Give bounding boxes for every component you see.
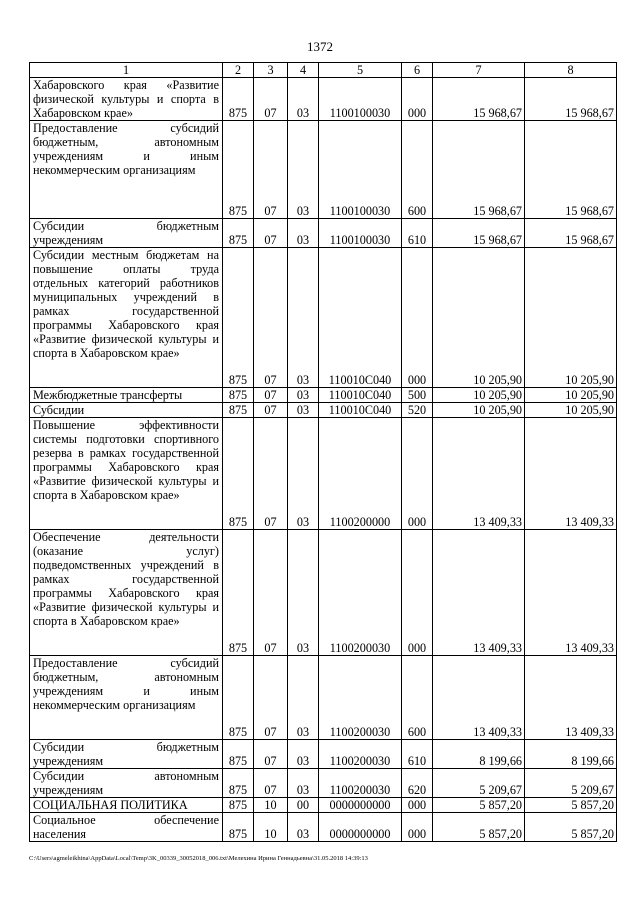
row-sum2-cell: 8 199,66 xyxy=(525,740,617,769)
row-vr-cell: 620 xyxy=(402,769,433,798)
row-name-cell: Повышение эффективности системы подготовки спортивного резерва в рамках государственной программы Хабаровского края «Развитие физической культуры и спорта в Хабаровском крае» xyxy=(30,418,223,530)
row-sum1-cell: 10 205,90 xyxy=(433,388,525,403)
row-sum1-cell: 5 857,20 xyxy=(433,813,525,842)
row-pr-cell: 03 xyxy=(288,219,319,248)
row-pr-cell: 00 xyxy=(288,798,319,813)
row-name-cell: Межбюджетные трансферты xyxy=(30,388,223,403)
row-grbs-cell: 875 xyxy=(223,530,254,656)
header-cell: 4 xyxy=(288,63,319,78)
row-sum1-cell: 15 968,67 xyxy=(433,78,525,121)
row-csr-cell: 1100200030 xyxy=(319,740,402,769)
row-rz-cell: 07 xyxy=(254,769,288,798)
row-csr-cell: 1100100030 xyxy=(319,78,402,121)
row-pr-cell: 03 xyxy=(288,403,319,418)
row-grbs-cell: 875 xyxy=(223,769,254,798)
row-sum2-cell: 13 409,33 xyxy=(525,530,617,656)
row-csr-cell: 1100100030 xyxy=(319,121,402,219)
row-pr-cell: 03 xyxy=(288,418,319,530)
budget-table xyxy=(29,62,617,842)
row-csr-cell: 1100200030 xyxy=(319,656,402,740)
row-csr-cell: 1100100030 xyxy=(319,219,402,248)
table-row xyxy=(30,530,617,656)
row-name-cell: Предоставление субсидий бюджетным, автономным учреждениям и иным некоммерческим организациям xyxy=(30,121,223,219)
row-pr-cell: 03 xyxy=(288,740,319,769)
row-sum1-cell: 13 409,33 xyxy=(433,530,525,656)
row-sum1-cell: 13 409,33 xyxy=(433,656,525,740)
row-csr-cell: 1100200000 xyxy=(319,418,402,530)
header-cell: 2 xyxy=(223,63,254,78)
row-pr-cell: 03 xyxy=(288,769,319,798)
row-rz-cell: 07 xyxy=(254,530,288,656)
row-rz-cell: 07 xyxy=(254,418,288,530)
row-sum2-cell: 15 968,67 xyxy=(525,78,617,121)
table-row xyxy=(30,219,617,248)
row-vr-cell: 000 xyxy=(402,248,433,388)
row-pr-cell: 03 xyxy=(288,656,319,740)
row-vr-cell: 000 xyxy=(402,78,433,121)
row-rz-cell: 07 xyxy=(254,403,288,418)
row-vr-cell: 500 xyxy=(402,388,433,403)
row-name-cell: Обеспечение деятельности (оказание услуг) подведомственных учреждений в рамках государственной программы Хабаровского края «Развитие физической культуры и спорта в Хабаровском крае» xyxy=(30,530,223,656)
row-rz-cell: 07 xyxy=(254,248,288,388)
row-vr-cell: 000 xyxy=(402,530,433,656)
table-row xyxy=(30,388,617,403)
table-row xyxy=(30,248,617,388)
table-header-row xyxy=(30,63,617,78)
row-vr-cell: 600 xyxy=(402,656,433,740)
table-row xyxy=(30,418,617,530)
header-cell: 8 xyxy=(525,63,617,78)
row-grbs-cell: 875 xyxy=(223,813,254,842)
row-pr-cell: 03 xyxy=(288,388,319,403)
row-grbs-cell: 875 xyxy=(223,403,254,418)
row-grbs-cell: 875 xyxy=(223,388,254,403)
table-body xyxy=(30,78,617,842)
row-csr-cell: 110010С040 xyxy=(319,248,402,388)
row-grbs-cell: 875 xyxy=(223,219,254,248)
row-csr-cell: 1100200030 xyxy=(319,530,402,656)
row-rz-cell: 07 xyxy=(254,121,288,219)
row-sum1-cell: 10 205,90 xyxy=(433,248,525,388)
row-grbs-cell: 875 xyxy=(223,656,254,740)
row-vr-cell: 610 xyxy=(402,219,433,248)
table-row xyxy=(30,813,617,842)
table-row xyxy=(30,656,617,740)
row-csr-cell: 1100200030 xyxy=(319,769,402,798)
row-sum2-cell: 15 968,67 xyxy=(525,121,617,219)
row-csr-cell: 0000000000 xyxy=(319,813,402,842)
header-cell: 3 xyxy=(254,63,288,78)
header-cell: 5 xyxy=(319,63,402,78)
row-sum1-cell: 13 409,33 xyxy=(433,418,525,530)
row-name-cell: Субсидии автономным учреждениям xyxy=(30,769,223,798)
row-name-cell: Хабаровского края «Развитие физической культуры и спорта в Хабаровском крае» xyxy=(30,78,223,121)
row-rz-cell: 07 xyxy=(254,740,288,769)
header-cell: 1 xyxy=(30,63,223,78)
row-sum1-cell: 8 199,66 xyxy=(433,740,525,769)
row-sum1-cell: 5 857,20 xyxy=(433,798,525,813)
row-grbs-cell: 875 xyxy=(223,121,254,219)
row-vr-cell: 600 xyxy=(402,121,433,219)
table-row xyxy=(30,769,617,798)
row-pr-cell: 03 xyxy=(288,78,319,121)
header-cell: 6 xyxy=(402,63,433,78)
row-grbs-cell: 875 xyxy=(223,798,254,813)
row-sum2-cell: 5 857,20 xyxy=(525,813,617,842)
row-sum1-cell: 15 968,67 xyxy=(433,121,525,219)
file-path-footer: C:\Users\agmeleikhina\AppData\Local\Temp\3K_00339_30052018_006.txt\Мелехина Ирина Геннадьевна\31.05.2018 14:39:13 xyxy=(29,855,368,862)
row-vr-cell: 000 xyxy=(402,798,433,813)
row-name-cell: Субсидии бюджетным учреждениям xyxy=(30,219,223,248)
row-csr-cell: 110010С040 xyxy=(319,403,402,418)
row-pr-cell: 03 xyxy=(288,530,319,656)
row-sum1-cell: 15 968,67 xyxy=(433,219,525,248)
row-sum1-cell: 10 205,90 xyxy=(433,403,525,418)
row-name-cell: Предоставление субсидий бюджетным, автономным учреждениям и иным некоммерческим организациям xyxy=(30,656,223,740)
table-row xyxy=(30,78,617,121)
row-csr-cell: 110010С040 xyxy=(319,388,402,403)
row-pr-cell: 03 xyxy=(288,121,319,219)
row-rz-cell: 10 xyxy=(254,813,288,842)
row-rz-cell: 10 xyxy=(254,798,288,813)
row-sum2-cell: 10 205,90 xyxy=(525,403,617,418)
row-name-cell: СОЦИАЛЬНАЯ ПОЛИТИКА xyxy=(30,798,223,813)
row-grbs-cell: 875 xyxy=(223,418,254,530)
table-row xyxy=(30,121,617,219)
row-grbs-cell: 875 xyxy=(223,78,254,121)
row-sum2-cell: 10 205,90 xyxy=(525,388,617,403)
row-vr-cell: 000 xyxy=(402,418,433,530)
row-grbs-cell: 875 xyxy=(223,248,254,388)
row-rz-cell: 07 xyxy=(254,388,288,403)
row-rz-cell: 07 xyxy=(254,219,288,248)
row-sum2-cell: 5 209,67 xyxy=(525,769,617,798)
row-vr-cell: 520 xyxy=(402,403,433,418)
row-sum2-cell: 5 857,20 xyxy=(525,798,617,813)
row-name-cell: Субсидии бюджетным учреждениям xyxy=(30,740,223,769)
header-cell: 7 xyxy=(433,63,525,78)
row-sum2-cell: 13 409,33 xyxy=(525,418,617,530)
row-pr-cell: 03 xyxy=(288,248,319,388)
row-csr-cell: 0000000000 xyxy=(319,798,402,813)
row-name-cell: Субсидии xyxy=(30,403,223,418)
table-row xyxy=(30,798,617,813)
row-rz-cell: 07 xyxy=(254,78,288,121)
row-sum2-cell: 13 409,33 xyxy=(525,656,617,740)
table-row xyxy=(30,740,617,769)
table-row xyxy=(30,403,617,418)
row-name-cell: Субсидии местным бюджетам на повышение оплаты труда отдельных категорий работников муниципальных учреждений в рамках государственной программы Хабаровского края «Развитие физической культуры и спорта в Хабаровском крае» xyxy=(30,248,223,388)
page-number: 1372 xyxy=(307,39,333,54)
row-vr-cell: 610 xyxy=(402,740,433,769)
row-name-cell: Социальное обеспечение населения xyxy=(30,813,223,842)
row-pr-cell: 03 xyxy=(288,813,319,842)
row-sum2-cell: 10 205,90 xyxy=(525,248,617,388)
row-grbs-cell: 875 xyxy=(223,740,254,769)
row-rz-cell: 07 xyxy=(254,656,288,740)
row-vr-cell: 000 xyxy=(402,813,433,842)
row-sum2-cell: 15 968,67 xyxy=(525,219,617,248)
row-sum1-cell: 5 209,67 xyxy=(433,769,525,798)
